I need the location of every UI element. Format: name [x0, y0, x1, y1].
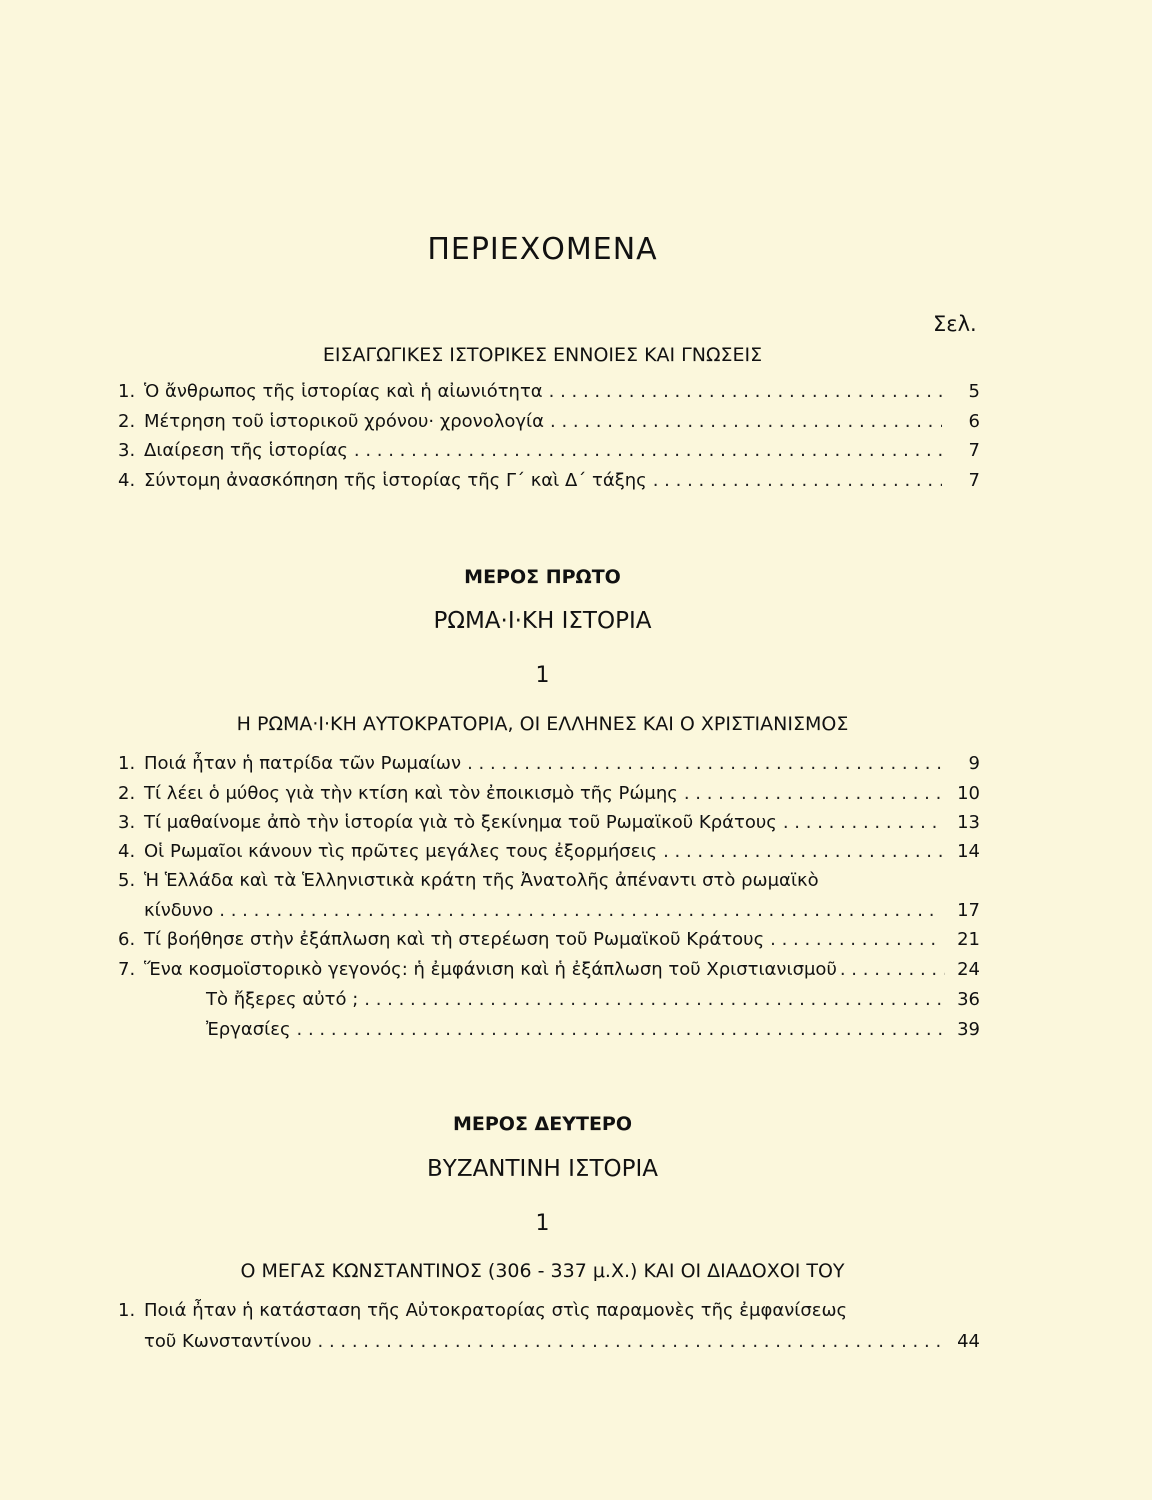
- entry-text: Διαίρεση τῆς ἱστορίας: [144, 440, 348, 461]
- entry-text: Ποιά ἦταν ἡ πατρίδα τῶν Ρωμαίων: [144, 753, 462, 774]
- entry-number: 1.: [118, 1300, 136, 1321]
- entry-number: 1.: [118, 381, 136, 402]
- entry-text: Τί μαθαίνομε ἀπὸ τὴν ἱστορία γιὰ τὸ ξεκίνημα τοῦ Ρωμαϊκοῦ Κράτους: [144, 812, 777, 833]
- entry-text: τοῦ Κωνσταντίνου: [144, 1331, 312, 1352]
- entry-page: 21: [957, 929, 980, 950]
- toc-entry: [118, 783, 980, 811]
- entry-number: 5.: [118, 870, 136, 891]
- toc-entry: [118, 1300, 980, 1328]
- entry-number: 2.: [118, 783, 136, 804]
- chapter-number: 1: [535, 1211, 550, 1236]
- entry-page: 7: [968, 470, 980, 491]
- entry-text: Οἱ Ρωμαῖοι κάνουν τὶς πρῶτες μεγάλες τους ἐξορμήσεις: [144, 841, 658, 862]
- toc-entry: [118, 753, 980, 781]
- dot-leader: [297, 1019, 942, 1040]
- entry-text: Ὁ ἄνθρωπος τῆς ἱστορίας καὶ ἡ αἰωνιότητα: [144, 381, 543, 402]
- part-label: ΜΕΡΟΣ ΔΕΥΤΕΡΟ: [452, 1113, 632, 1135]
- toc-entry: [118, 812, 980, 840]
- toc-entry-continued: [144, 1331, 980, 1359]
- entry-page: 44: [957, 1331, 980, 1352]
- toc-entry-extra: [206, 1019, 980, 1047]
- entry-page: 9: [968, 753, 980, 774]
- page-column-label: Σελ.: [933, 312, 977, 336]
- entry-text: Τὸ ἤξερες αὐτό ;: [206, 989, 359, 1010]
- entry-page: 13: [957, 812, 980, 833]
- entry-page: 39: [957, 1019, 980, 1040]
- chapter-title: Η ΡΩΜΑ·Ι·ΚΗ ΑΥΤΟΚΡΑΤΟΡΙΑ, ΟΙ ΕΛΛΗΝΕΣ ΚΑΙ Ο ΧΡΙΣΤΙΑΝΙΣΜΟΣ: [236, 713, 849, 735]
- toc-entry: [118, 841, 980, 869]
- entry-number: 4.: [118, 470, 136, 491]
- entry-page: 14: [957, 841, 980, 862]
- entry-number: 6.: [118, 929, 136, 950]
- entry-number: 4.: [118, 841, 136, 862]
- page-title: ΠΕΡΙΕΧΟΜΕΝΑ: [427, 232, 658, 267]
- toc-entry: [118, 929, 980, 957]
- dot-leader: [783, 812, 942, 833]
- dot-leader: [364, 989, 942, 1010]
- chapter-title: Ο ΜΕΓΑΣ ΚΩΝΣΤΑΝΤΙΝΟΣ (306 - 337 μ.Χ.) ΚΑΙ ΟΙ ΔΙΑΔΟΧΟΙ ΤΟΥ: [240, 1260, 845, 1282]
- dot-leader: [549, 381, 942, 402]
- toc-entry: [118, 411, 980, 439]
- entry-text: Σύντομη ἀνασκόπηση τῆς ἱστορίας τῆς Γ΄ καὶ Δ΄ τάξης: [144, 470, 647, 491]
- entry-number: 7.: [118, 959, 136, 980]
- entry-page: 6: [968, 411, 980, 432]
- toc-entry: [118, 381, 980, 409]
- entry-text: Ἐργασίες: [206, 1019, 291, 1040]
- entry-page: 36: [957, 989, 980, 1010]
- entry-page: 24: [957, 959, 980, 980]
- entry-page: 5: [968, 381, 980, 402]
- entry-text: κίνδυνο: [144, 900, 214, 921]
- part-subtitle: ΒΥΖΑΝΤΙΝΗ ΙΣΤΟΡΙΑ: [426, 1156, 659, 1182]
- entry-text: Ἕνα κοσμοϊστορικὸ γεγονός: ἡ ἐμφάνιση καὶ ἡ ἐξάπλωση τοῦ Χριστιανισμοῦ: [144, 959, 837, 980]
- chapter-number: 1: [535, 663, 550, 688]
- entry-text: Τί βοήθησε στὴν ἐξάπλωση καὶ τὴ στερέωση τοῦ Ρωμαϊκοῦ Κράτους: [144, 929, 765, 950]
- entry-page: 17: [957, 900, 980, 921]
- toc-entry: [118, 959, 980, 987]
- dot-leader: [653, 470, 942, 491]
- toc-entry: [118, 870, 980, 898]
- dot-leader: [684, 783, 942, 804]
- entry-text: Τί λέει ὁ μύθος γιὰ τὴν κτίση καὶ τὸν ἐποικισμὸ τῆς Ρώμης: [144, 783, 678, 804]
- dot-leader: [770, 929, 942, 950]
- dot-leader: [318, 1331, 943, 1352]
- toc-entry: [118, 440, 980, 468]
- toc-entry-continued: [144, 900, 980, 928]
- part-subtitle: ΡΩΜΑ·Ι·ΚΗ ΙΣΤΟΡΙΑ: [433, 608, 652, 634]
- entry-number: 2.: [118, 411, 136, 432]
- dot-leader: [219, 900, 942, 921]
- entry-page: 10: [957, 783, 980, 804]
- toc-entry-extra: [206, 989, 980, 1017]
- dot-leader: [467, 753, 942, 774]
- entry-text: Μέτρηση τοῦ ἱστορικοῦ χρόνου· χρονολογία: [144, 411, 545, 432]
- intro-heading: ΕΙΣΑΓΩΓΙΚΕΣ ΙΣΤΟΡΙΚΕΣ ΕΝΝΟΙΕΣ ΚΑΙ ΓΝΩΣΕΙΣ: [322, 344, 763, 366]
- dot-leader: [663, 841, 942, 862]
- entry-page: 7: [968, 440, 980, 461]
- dot-leader: [840, 959, 945, 980]
- toc-entry: [118, 470, 980, 498]
- entry-text: Ποιά ἦταν ἡ κατάσταση τῆς Αὐτοκρατορίας στὶς παραμονὲς τῆς ἐμφανίσεως: [144, 1300, 848, 1321]
- dot-leader: [354, 440, 942, 461]
- entry-number: 3.: [118, 440, 136, 461]
- dot-leader: [550, 411, 942, 432]
- entry-number: 3.: [118, 812, 136, 833]
- part-label: ΜΕΡΟΣ ΠΡΩΤΟ: [464, 566, 621, 588]
- entry-number: 1.: [118, 753, 136, 774]
- entry-text: Ἡ Ἑλλάδα καὶ τὰ Ἑλληνιστικὰ κράτη τῆς Ἀνατολῆς ἀπέναντι στὸ ρωμαϊκὸ: [144, 870, 819, 891]
